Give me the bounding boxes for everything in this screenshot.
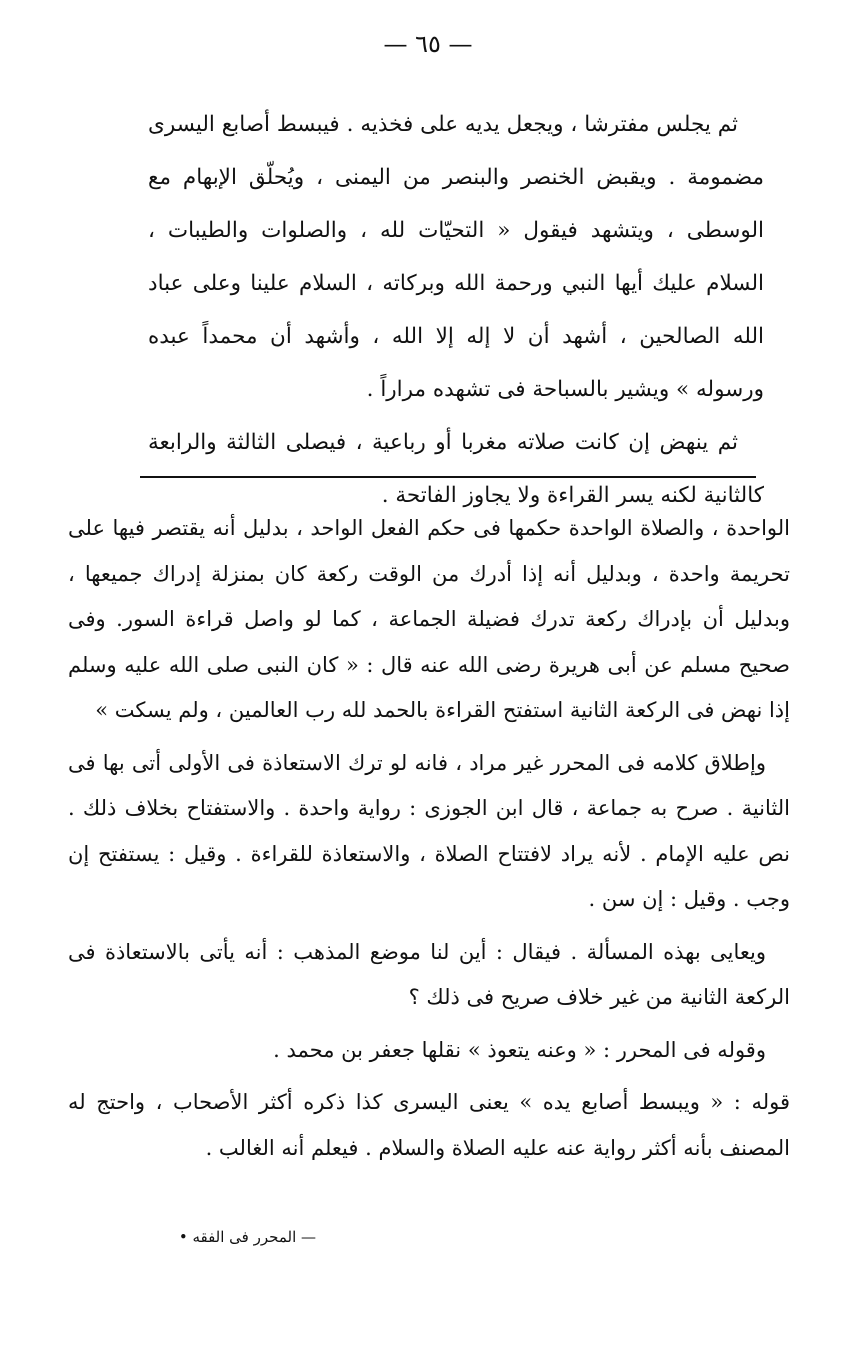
- bullet-dot: •: [178, 1228, 188, 1246]
- signature-text: — المحرر فى الفقه: [192, 1228, 316, 1246]
- page-number: — ٦٥ —: [383, 30, 473, 58]
- signature-line: [173, 1228, 316, 1246]
- footnote-paragraph: قوله : « ويبسط أصابع يده » يعنى اليسرى كذا ذكره أكثر الأصحاب ، واحتج له المصنف بأنه أكثر رواية عنه عليه الصلاة والسلام . فيعلم أنه الغالب .: [68, 1090, 790, 1160]
- footnote-paragraph: وقوله فى المحرر : « وعنه يتعوذ » نقلها جعفر بن محمد .: [273, 1037, 766, 1062]
- footnote-paragraph: الواحدة ، والصلاة الواحدة حكمها فى حكم الفعل الواحد ، بدليل أنه يقتصر فيها على تحريمة واحدة ، وبدليل أنه إذا أدرك من الوقت ركعة كان بمنزلة إدراك جميعها ، وبدليل أن بإدراك ركعة تدرك فضيلة الجماعة ، كما لو واصل قراءة السور. وفى صحيح مسلم عن أبى هريرة رضى الله عنه قال : « كان النبى صلى الله عليه وسلم إذا نهض فى الركعة الثانية استفتح القراءة بالحمد لله رب العالمين ، ولم يسكت »: [68, 516, 790, 722]
- footnote-divider: [140, 476, 756, 478]
- main-paragraph: ثم ينهض إن كانت صلاته مغربا أو رباعية ، فيصلى الثالثة والرابعة كالثانية لكنه يسر القراءة ولا يجاوز الفاتحة .: [148, 430, 764, 508]
- footnotes: [68, 506, 790, 1178]
- footnote-paragraph: ويعايى بهذه المسألة . فيقال : أين لنا موضع المذهب : أنه يأتى بالاستعاذة فى الركعة الثانية من غير خلاف صريح فى ذلك ؟: [68, 939, 790, 1009]
- main-paragraph: ثم يجلس مفترشا ، ويجعل يديه على فخذيه . فيبسط أصابع اليسرى مضمومة . ويقبض الخنصر والبنصر من اليمنى ، ويُحلّق الإبهام مع الوسطى ، ويتشهد فيقول « التحيّات لله ، والصلوات والطيبات ، السلام عليك أيها النبي ورحمة الله وبركاته ، السلام علينا وعلى عباد الله الصالحين ، أشهد أن لا إله إلا الله ، وأشهد أن محمداً عبده ورسوله » ويشير بالسباحة فى تشهده مراراً .: [148, 112, 764, 402]
- footnote-paragraph: وإطلاق كلامه فى المحرر غير مراد ، فانه لو ترك الاستعاذة فى الأولى أتى بها فى الثانية . صرح به جماعة ، قال ابن الجوزى : رواية واحدة . والاستفتاح بخلاف ذلك . نص عليه الإمام . لأنه يراد لافتتاح الصلاة ، والاستعاذة للقراءة . وقيل : يستفتح إن وجب . وقيل : إن سن .: [68, 750, 790, 911]
- main-text: [148, 98, 764, 534]
